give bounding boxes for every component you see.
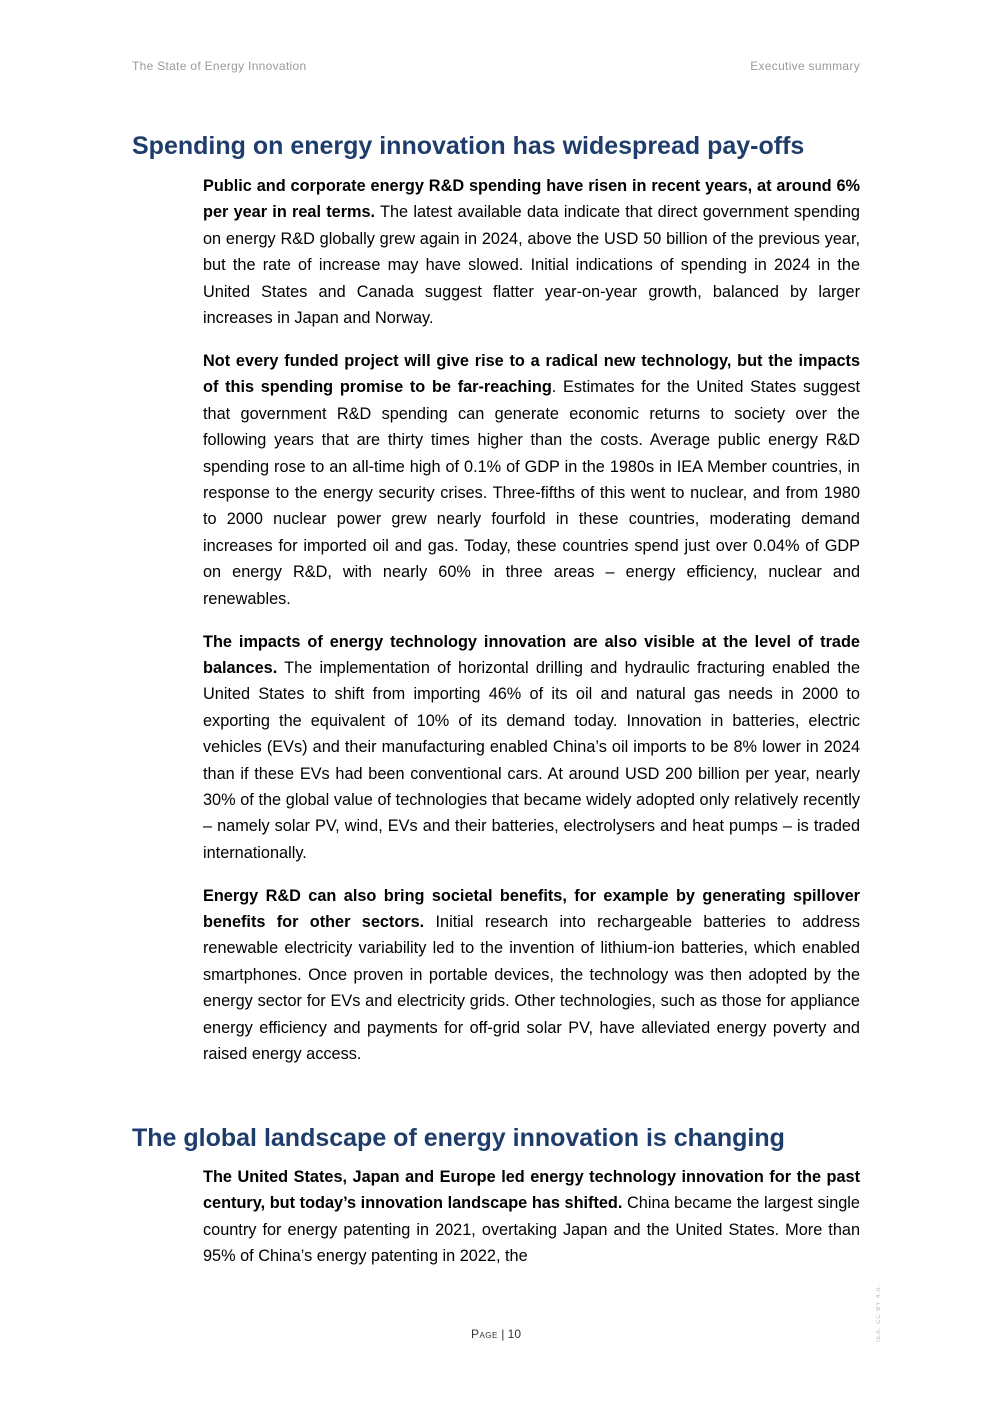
paragraph xyxy=(203,629,860,867)
paragraph-text: The latest available data indicate that direct government spending on energy R&D globally grew again in 2024, above the USD 50 billion of the previous year, but the rate of increase may have slowed. Initial indications of spending in 2024 in the United States and Canada suggest flatter year-on-year growth, balanced by larger increases in Japan and Norway. xyxy=(203,203,860,328)
paragraph-lead: Public and corporate energy R&D spending have risen in recent years, at around 6% per year in real terms. xyxy=(203,177,860,222)
section-heading-spending: Spending on energy innovation has widespread pay-offs xyxy=(132,132,805,160)
paragraph xyxy=(203,348,860,612)
page-label: Page xyxy=(470,1327,498,1341)
license-notice: IEA. CC BY 4.0. xyxy=(876,1284,882,1342)
paragraph-lead: Energy R&D can also bring societal benefits, for example by generating spillover benefits for other sectors. xyxy=(203,886,860,932)
paragraph-text: . Estimates for the United States suggest that government R&D spending can generate economic returns to society over the following years that are thirty times higher than the costs. Average public energy R&D spending rose to an all-time high of 0.1% of GDP in the 1980s in IEA Member countries, in response to the energy security crises. Three-fifths of this went to nuclear, and from 1980 to 2000 nuclear power grew nearly fourfold in these countries, moderating demand increases for imported oil and gas. Today, these countries spend just over 0.04% of GDP on energy R&D, with nearly 60% in three areas – energy efficiency, nuclear and renewables. xyxy=(203,378,860,608)
running-header xyxy=(132,59,860,73)
paragraph-lead: Not every funded project will give rise to a radical new technology, but the impacts of this spending promise to be far-reaching xyxy=(203,351,860,397)
paragraph-text: Initial research into rechargeable batteries to address renewable electricity variability led to the invention of lithium-ion batteries, which enabled smartphones. Once proven in portable devices, the technology was then adopted by the energy sector for EVs and electricity grids. Other technologies, such as those for appliance energy efficiency and payments for off-grid solar PV, have alleviated energy poverty and raised energy access. xyxy=(203,913,860,1064)
section-body-spending xyxy=(203,173,860,1084)
paragraph xyxy=(203,883,860,1068)
page-footer xyxy=(0,1327,992,1341)
page-separator: | xyxy=(497,1327,508,1341)
paragraph-text: China became the largest single country for energy patenting in 2021, overtaking Japan and the United States. More than 95% of China’s energy patenting in 2022, the xyxy=(203,1194,860,1266)
page-number: 10 xyxy=(507,1327,522,1341)
section-heading-landscape: The global landscape of energy innovation is changing xyxy=(132,1124,785,1152)
report-title: The State of Energy Innovation xyxy=(132,59,307,73)
paragraph xyxy=(203,1164,860,1270)
paragraph-lead: The United States, Japan and Europe led energy technology innovation for the past century, but today’s innovation landscape has shifted. xyxy=(203,1168,860,1213)
section-body-landscape xyxy=(203,1164,860,1286)
chapter-title: Executive summary xyxy=(750,59,860,73)
paragraph-lead: The impacts of energy technology innovation are also visible at the level of trade balances. xyxy=(203,632,860,677)
paragraph-text: The implementation of horizontal drilling and hydraulic fracturing enabled the United States to shift from importing 46% of its oil and natural gas needs in 2000 to exporting the equivalent of 10% of its demand today. Innovation in batteries, electric vehicles (EVs) and their manufacturing enabled China’s oil imports to be 8% lower in 2024 than if these EVs had been conventional cars. At around USD 200 billion per year, nearly 30% of the global value of technologies that became widely adopted only relatively recently – namely solar PV, wind, EVs and their batteries, electrolysers and heat pumps – is traded internationally. xyxy=(203,658,860,862)
paragraph xyxy=(203,173,860,331)
